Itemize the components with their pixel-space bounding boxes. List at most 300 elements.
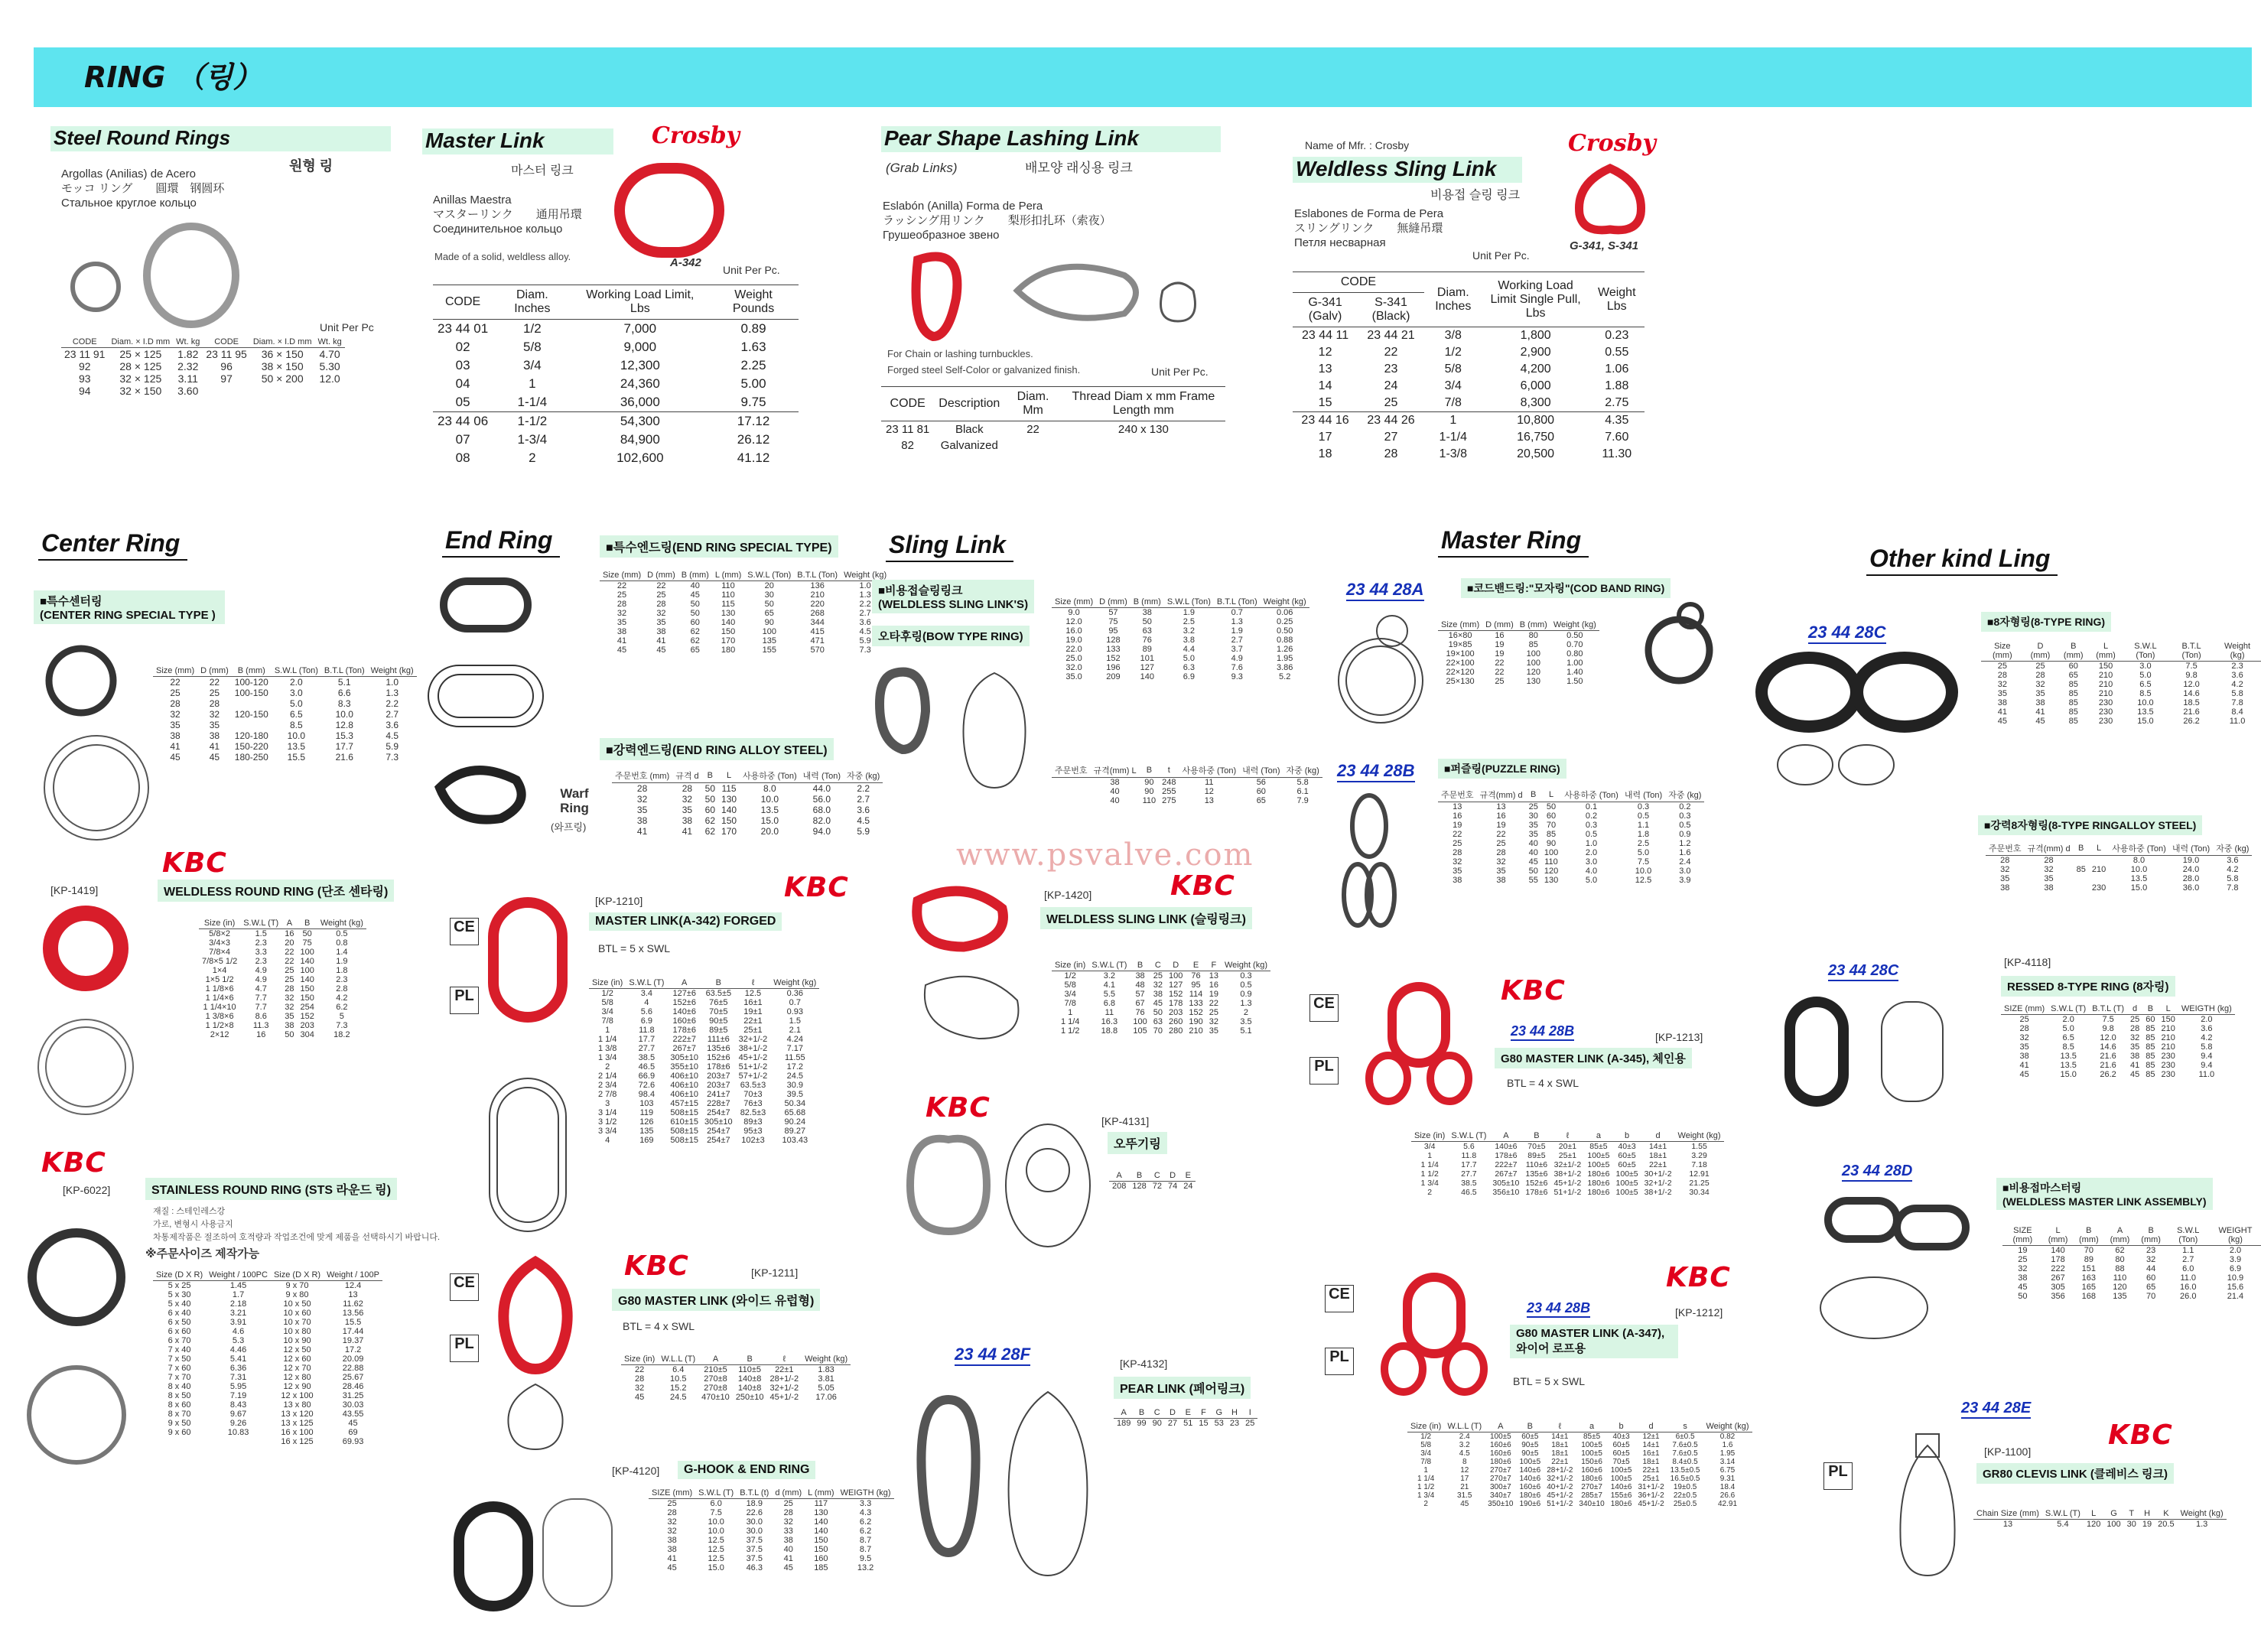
table-cell: 18.5 [2183,698,2200,707]
table-cell: 3/4 [1444,379,1462,392]
table-row [612,794,883,805]
table-row [199,1012,366,1021]
table-cell: 28 [656,600,666,609]
table-row [612,805,883,815]
steel-round-name-es: Argollas (Anilias) de Acero [61,167,196,180]
end-kp1: [KP-1210] [595,895,643,907]
pear-link-drawings [903,1377,1117,1606]
table-cell: 340±7 [1489,1491,1511,1500]
table-cell: 1 1/4 [1420,1160,1439,1169]
table-cell: 15.2 [670,1384,687,1393]
master-label2: G80 MASTER LINK (A-347), 와이어 로프용 [1510,1325,1678,1358]
table-cell: 3.0 [290,688,303,698]
table-cell: 8.6 [255,1012,267,1021]
table-cell: 4.24 [786,1035,804,1044]
table-cell: 32 [635,1384,645,1393]
table-cell: 10.5 [670,1374,687,1384]
table-row [1986,874,2252,883]
table-cell: 38 [1997,698,2007,707]
table-cell: 128 [1106,636,1121,645]
table-cell: 33 [783,1527,793,1536]
table-cell: 220 [810,600,825,609]
table-cell: 152±6 [1525,1179,1548,1188]
table-cell: 50 [690,609,700,618]
table-cell: 120 [2086,1520,2101,1529]
sling-label2: 오뚜기링 [1108,1132,1167,1154]
table-cell: 3 1/2 [597,1117,617,1127]
table-cell: 6.4 [672,1365,685,1374]
table-row [1052,617,1309,626]
table-cell: 110±5 [738,1365,761,1374]
table-cell: 7 x 60 [168,1364,191,1373]
table-cell: 1 [1423,1466,1428,1475]
table-cell: 6,000 [1520,379,1551,392]
table-row [621,1384,851,1393]
table-cell: 46.5 [638,1062,656,1072]
table-cell: 35 [1496,867,1506,876]
table-cell: 14±1 [1642,1441,1660,1449]
table-cell: 267±7 [1495,1169,1518,1179]
table-row [1052,636,1309,645]
table-row [1407,1449,1752,1458]
stainless-order: ※주문사이즈 제작가능 [145,1247,260,1260]
table-cell: 60 [1256,787,1266,796]
table-row [589,1099,819,1108]
table-cell [2074,874,2089,883]
table-cell: 25 [1245,1419,1255,1428]
table-cell: 38 [616,627,627,636]
a345-photo [1354,979,1484,1109]
table-cell: 136 [810,581,825,590]
table-cell: 406±10 [670,1090,699,1099]
table-cell: 36 × 150 [261,348,304,360]
table-cell: 85 [2068,698,2078,707]
table-cell: 69 [348,1428,358,1437]
table-cell: 6.2 [859,1527,872,1536]
table-cell: 275 [1162,796,1176,805]
table-cell: 190±6 [1519,1500,1541,1508]
table-cell: 4.5 [1459,1449,1470,1458]
table-cell: 7.18 [1691,1160,1707,1169]
table-cell: 7/8 [1444,396,1462,409]
table-cell: 355±10 [670,1062,699,1072]
table-cell: 16.0 [2180,1283,2197,1292]
table-cell: 13.56 [342,1309,364,1318]
table-cell: 32 [1997,680,2007,689]
pear-korean: 배모양 래싱용 링크 [1025,161,1133,175]
table-cell: 210±5 [704,1365,727,1374]
sling-link-title: Sling Link [886,531,1013,562]
table-cell: 178 [2051,1255,2065,1264]
table-cell: 1×5 1/2 [205,975,234,984]
table-row [612,815,883,826]
table-cell: 24,360 [620,376,660,391]
table-cell: 12.5 [1635,876,1652,885]
table-row [61,360,345,372]
table-cell: 2.1 [789,1026,801,1035]
table-row [2001,1052,2235,1061]
table-cell: 90±5 [1521,1441,1539,1449]
table-cell: 12.91 [1689,1169,1710,1179]
stainless-label: STAINLESS ROUND RING (STS 라운드 링) [145,1178,397,1200]
table-cell: 1.55 [1691,1142,1707,1151]
clevis-link-drawing [1882,1430,1973,1591]
table-row [153,1410,382,1419]
table-cell: 160 [814,1554,828,1563]
cod-band-title: ■코드밴드링:"모자링"(COD BAND RING) [1461,578,1671,598]
table-cell: 97 [220,372,233,385]
table-cell: 13.5 [2060,1061,2077,1070]
table-cell: 508±15 [670,1108,699,1117]
table-cell: 75 [302,938,312,948]
table-row [1981,698,2261,707]
sling-label1: WELDLESS SLING LINK (슬링링크) [1040,907,1252,929]
code-28b-2: 23 44 28B [1511,1023,1574,1041]
table-cell: 17.2 [344,1345,362,1354]
code-28f: 23 44 28F [955,1345,1030,1366]
table-row [61,372,345,385]
table-cell: 6 x 40 [168,1309,191,1318]
table-row [1052,980,1270,990]
table-cell: 3.0 [2139,662,2152,671]
table-cell: 160±6 [672,1016,696,1026]
table-cell: 22 [1495,668,1505,677]
table-cell: 63 [1153,1017,1163,1026]
table-cell: 3/4 [1423,1142,1436,1151]
table-cell: 140±6 [1610,1483,1632,1491]
table-cell: 268 [810,609,825,618]
table-cell: 17.7 [335,741,353,752]
table-cell: 32 [682,794,693,805]
table-row [1411,1169,1724,1179]
table-cell: 2.0 [290,677,303,688]
table-cell: 63.5±3 [740,1081,766,1090]
table-cell: 45 [1528,857,1538,867]
end-ring-title: End Ring [442,526,560,558]
table-row [1052,626,1309,636]
table-cell: 12.8 [335,720,353,730]
table-row [1293,361,1645,378]
sling-kp1: [KP-1420] [1044,889,1092,901]
table-cell: 28 [635,1374,645,1384]
table-cell: 110 [1142,796,1157,805]
table-cell: 117 [814,1499,828,1508]
table-cell: 35 [2129,1042,2140,1052]
table-cell: 28 [2000,856,2010,865]
table-cell: 22.0 [1065,645,1082,654]
table-cell: 1 [529,376,536,391]
table-cell: 12 [1460,1466,1469,1475]
table-cell: 6.5 [2139,680,2152,689]
table-cell: 5.8 [2231,689,2243,698]
master-label1: G80 MASTER LINK (A-345), 체인용 [1495,1048,1692,1068]
table-cell: 100 [1544,848,1559,857]
table-cell: 26.0 [2180,1292,2197,1301]
table-cell: 100 [300,966,314,975]
table-row [1052,663,1309,672]
table-row [2002,1246,2261,1256]
table-cell: 10.0 [2130,865,2148,874]
table-cell: 50 × 200 [261,372,304,385]
table-cell: 110 [2113,1273,2127,1283]
table-cell: 230 [2161,1070,2175,1079]
table-cell: 90 [1152,1419,1162,1428]
table-cell: 1.40 [1566,668,1583,677]
table-cell: 32 [209,709,220,720]
table-cell: 8 x 40 [168,1382,191,1391]
table-cell: 38 [2000,883,2010,893]
table-row [649,1563,894,1572]
table-cell: 46.5 [1461,1188,1477,1197]
table-cell: 3.6 [386,720,399,730]
table-cell: 32+1/-2 [1547,1475,1573,1483]
table-row [1438,668,1599,677]
table-cell: 4.46 [229,1345,247,1354]
table-cell: 1.06 [1605,363,1629,376]
table-cell: 41 [656,636,666,646]
table-cell: 85 [2146,1061,2155,1070]
table-cell: 1-3/8 [1439,447,1468,460]
table-cell: 38 [1453,876,1462,885]
table-cell: 45 [616,646,627,655]
table-cell: 30.34 [1689,1188,1710,1197]
table-cell: 13 [348,1290,358,1299]
table-cell: 70±5 [709,1007,728,1016]
table-cell: 1 [1424,412,1482,430]
table-cell: 25±1 [1642,1475,1660,1483]
table-cell: 254±7 [707,1127,730,1136]
table-cell: 5/8 [1420,1441,1432,1449]
table-cell: 13 x 125 [281,1419,314,1428]
table-cell: 140 [814,1517,828,1527]
table-cell: 100 [1526,649,1540,659]
table-cell: 1/2 [1064,971,1076,980]
table-row [589,998,819,1007]
table-cell: 10.0 [760,794,779,805]
table-cell: 70 [1153,1026,1163,1036]
table-cell: 19±1 [743,1007,763,1016]
table-cell: 119 [639,1108,654,1117]
table-cell: 11.0 [2229,717,2246,726]
table-cell: 35 [1209,1026,1218,1036]
table-cell: 1 3/8×6 [205,1012,234,1021]
end-ring-special-title: ■특수엔드링(END RING SPECIAL TYPE) [600,535,838,558]
table-cell: 8.4±0.5 [1672,1458,1698,1466]
table-cell: 7.8 [2227,883,2239,893]
table-cell: 130 [721,794,737,805]
table-cell: 10 x 60 [283,1309,311,1318]
master-ring-title: Master Ring [1438,526,1589,558]
table-cell: 23 44 21 [1367,329,1415,342]
table-row [153,709,417,720]
table-cell: 180±6 [1587,1188,1610,1197]
end-kp2: [KP-1211] [751,1267,799,1279]
table-cell: 38.5 [638,1053,656,1062]
stainless-table: Size (D X R) Weight / 100PC Size (D X R) Weight / 100P 5 x 25 1.45 9 x 70 12.4 5 x 30 1.7 9 x 80 13 5 x 40 2.18 10 x 50 11.62 6 x 40 3.21 10 x 60 13.56 6 x 50 3.91 10 x 70 15.5 6 x 60 4.6 10 x 80 17.44 6 x 70 5.3 10 x 90 19.37 7 x 40 4.46 12 x 50 17.2 7 x 50 5.41 12 x 60 20.09 7 x 60 6.36 12 x 70 22.88 7 x 70 7.31 12 x 80 25.67 8 x 40 5.95 12 x 90 28.46 8 x 50 7.19 12 x 100 31.25 8 x 60 8.43 13 x 80 30.03 8 x 70 9.67 13 x 120 43.55 9 x 50 9.26 13 x 125 45 9 x 60 10.83 16 x 100 69 16 x 125 69.93 [153,1270,382,1446]
table-cell: 13 x 80 [283,1400,311,1410]
table-row [153,1345,382,1354]
table-cell: 2 [605,1062,610,1072]
table-cell: 30 [2126,1520,2136,1529]
end-btl1: BTL = 5 x SWL [598,942,671,954]
table-cell: 230 [2098,717,2113,726]
table-row [1407,1500,1752,1508]
table-cell: 151 [2081,1264,2097,1273]
table-cell: 19 [1495,649,1505,659]
table-cell: 1.3 [386,688,399,698]
table-cell: 210 [2098,680,2113,689]
table-cell: 305±10 [1492,1179,1520,1188]
table-cell: 45+1/-2 [769,1393,799,1402]
table-cell: 120 [2113,1283,2127,1292]
table-cell: 254±7 [707,1136,730,1145]
table-cell: 178±6 [1525,1188,1548,1197]
table-cell: 2,900 [1520,346,1551,359]
table-cell: 7/8 [1064,999,1076,1008]
table-cell: 8.5 [2062,1042,2074,1052]
table-cell: 99 [1137,1419,1147,1428]
table-cell: 248 [1162,778,1176,787]
table-cell: 2 [529,450,536,465]
table-cell: 90±5 [1521,1449,1539,1458]
table-cell: 85 [2146,1052,2155,1061]
table-row [1986,883,2252,893]
table-cell: 35 [656,618,666,627]
sling-kp2: [KP-4131] [1101,1115,1150,1127]
table-cell: 9 x 60 [168,1428,191,1437]
table-cell: 11.30 [1602,447,1632,460]
table-cell: 120-150 [234,709,268,720]
master-btl1: BTL = 4 x SWL [1507,1077,1579,1089]
table-cell: 32 [636,794,648,805]
table-cell: 155±6 [1610,1491,1632,1500]
table-cell: 111±6 [707,1035,730,1044]
table-row [153,1318,382,1327]
eight-alloy-table: 주문번호 규격(mm) d B L 사용하중 (Ton) 내력 (Ton) 자중 (kg) 28 28 8.0 19.0 3.6 32 32 85 210 10.0 24.0 4.2 35 35 13.5 28.0 5.8 38 38 230 15.0 36.0 7.8 [1986,841,2252,893]
table-cell: 8 x 60 [168,1400,191,1410]
table-row [1052,672,1309,681]
table-cell: 19.37 [342,1336,364,1345]
table-row [1981,671,2261,680]
center-kbc-table: Size (in) S.W.L (T) A B Weight (kg) 5/8×2 1.5 16 50 0.5 3/4×3 2.3 20 75 0.8 7/8×4 3.3 22 100 1.4 7/8×5 1/2 2.3 22 140 1.9 1×4 4.9 25 100 1.8 1×5 1/2 4.9 25 140 2.3 1 1/8×6 4.7 28 150 2.8 1 1/4×6 7.7 32 150 4.2 1 1/4×10 7.7 32 254 6.2 1 3/8×6 8.6 35 152 5 1 1/2×8 11.3 38 203 7.3 2×12 16 50 304 18.2 [199,918,366,1039]
table-row [1293,429,1645,446]
table-cell: 209 [1106,672,1121,681]
table-cell: 180±6 [1587,1169,1610,1179]
table-cell: 40 [783,1545,793,1554]
table-cell: 11.55 [784,1053,805,1062]
table-cell: 5 x 25 [168,1281,191,1290]
table-cell: 11.0 [2198,1070,2215,1079]
table-row [2002,1292,2261,1301]
table-cell: 8.0 [2132,856,2146,865]
a345-table: Size (in) S.W.L (T) A B ℓ a b d Weight (kg) 3/4 5.6 140±6 70±5 20±1 85±5 40±3 14±1 1.55 1 11.8 178±6 89±5 25±1 100±5 60±5 18±1 3.29 1 1/4 17.7 222±7 110±6 32±1/-2 100±5 60±5 22±1 7.18 1 1/2 27.7 267±7 135±6 38+1/-2 180±6 100±5 30+1/-2 12.91 1 3/4 38.5 305±10 152±6 45+1/-2 180±6 100±5 32+1/-2 21.25 2 46.5 356±10 178±6 51+1/-2 180±6 100±5 38+1/-2 30.34 [1411,1130,1724,1197]
pear-note-1: For Chain or lashing turnbuckles. [887,348,1033,359]
table-row [589,1007,819,1016]
table-cell: 45 [348,1419,358,1428]
weldless-unit: Unit Per Pc. [1472,249,1530,262]
other-kp1: [KP-4118] [2004,956,2051,968]
table-cell: 9.67 [229,1410,247,1419]
table-cell: 1.50 [1566,677,1583,686]
weldless-name-ru: Петля несварная [1294,236,1386,249]
table-cell: 15.0 [760,815,779,826]
end-g80-table: Size (in) W.L.L (T) A B ℓ Weight (kg) 22 6.4 210±5 110±5 22±1 1.83 28 10.5 270±8 140±8 28+1/-2 3.81 32 15.2 270±8 140±8 32+1/-2 5.05 45 24.5 470±10 250±10 45+1/-2 17.06 [621,1354,851,1402]
table-cell: 9.31 [1719,1475,1736,1483]
table-cell: 1 1/2×8 [205,1021,234,1030]
table-cell: 241±7 [707,1090,730,1099]
table-cell: 32+1/-2 [769,1384,799,1393]
table-cell: 13.5±0.5 [1670,1466,1700,1475]
sling-special-title: ■비용접슬링링크 (WELDLESS SLING LINK'S) [872,580,1034,613]
table-cell: 32 [2035,680,2045,689]
table-cell: 13.5 [2130,874,2148,883]
table-row [612,826,883,837]
code-28b: 23 44 28B [1337,761,1415,782]
table-cell: 85 [2068,717,2078,726]
table-cell: 5/8 [1444,363,1462,376]
weldless-name-es: Eslabones de Forma de Pera [1294,207,1444,220]
table-cell: 10 x 80 [283,1327,311,1336]
table-cell: 5 x 30 [168,1290,191,1299]
table-cell: 210 [1189,1026,1203,1036]
table-cell: 356 [2051,1292,2065,1301]
table-cell: 0.5 [1637,811,1650,821]
table-cell: 1×4 [212,966,227,975]
table-cell: 120 [1526,668,1540,677]
pear-table: CODE Description Diam. Mm Thread Diam x mm Frame Length mm 23 11 81 Black 22 240 x 130 82 Galvanized [881,386,1225,454]
table-cell: 53 [1214,1419,1224,1428]
table-cell: Black [955,423,984,436]
table-cell: 82 [901,439,914,452]
table-cell: 2 3/4 [597,1081,617,1090]
table-cell: 406±10 [670,1081,699,1090]
table-cell: 38 [2019,1052,2029,1061]
table-cell: 3 1/4 [597,1108,617,1117]
table-cell: 6.9 [1183,672,1195,681]
table-cell: 1/2 [1420,1432,1432,1441]
code-28a: 23 44 28A [1346,580,1424,601]
table-cell: 4.5 [386,730,399,741]
table-cell: 10.0 [287,730,306,741]
table-row [2002,1255,2261,1264]
table-cell: 24 [1183,1182,1193,1191]
table-cell: 85 [2146,1070,2155,1079]
table-cell: 4.7 [255,984,267,993]
table-row [61,385,345,397]
table-row [1407,1441,1752,1449]
table-cell: 1.95 [1719,1449,1736,1458]
table-cell: 0.80 [1566,649,1583,659]
table-cell: 25 [2018,1255,2028,1264]
table-cell: 57 [1135,990,1145,999]
table-cell: 15.0 [2130,883,2148,893]
table-cell: 2.7 [2182,1255,2194,1264]
table-row [153,752,417,763]
table-cell: 10.83 [227,1428,249,1437]
table-row [589,1026,819,1035]
kbc-logo-master: KBC [784,872,849,903]
table-cell: 100-120 [234,677,268,688]
table-cell: 4.2 [2227,865,2239,874]
table-row [649,1536,894,1545]
table-cell: 7.5 [1637,857,1650,867]
table-cell: 89 [2084,1255,2093,1264]
table-cell: 4.2 [336,993,348,1003]
table-cell: 9.4 [2201,1052,2213,1061]
table-cell: 7.7 [255,993,267,1003]
table-cell: 32 × 150 [119,385,162,397]
table-cell: 35 [2019,1042,2029,1052]
